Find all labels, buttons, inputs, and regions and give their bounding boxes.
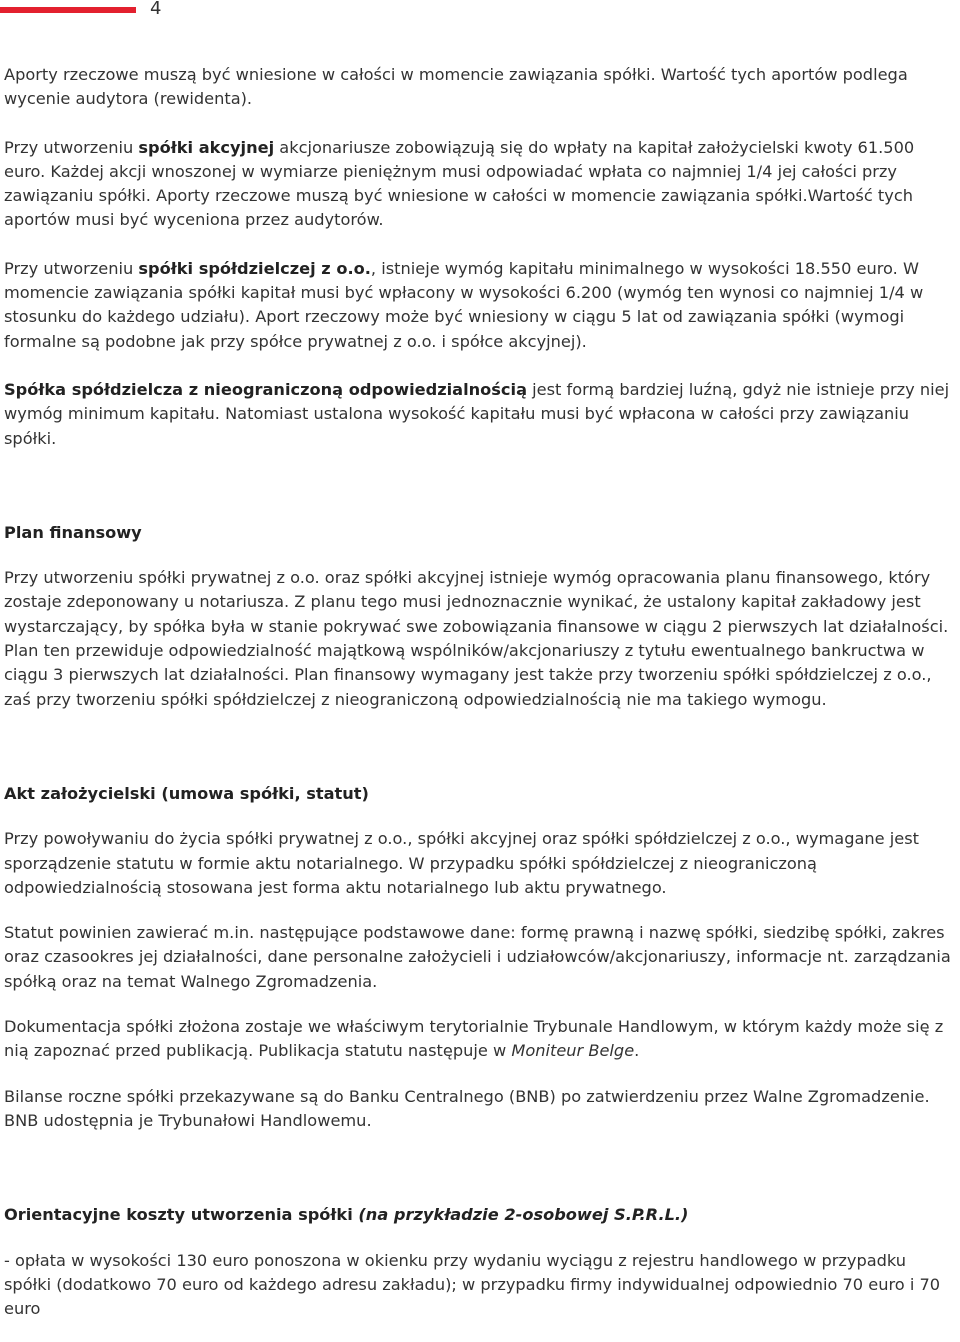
text-run: Dokumentacja spółki złożona zostaje we właściwym terytorialnie Trybunale Handlowym, w którym każdy może się z nią zapoznać przed publikacją. Publikacja statutu następuje w	[4, 1017, 944, 1061]
heading-akt-zalozycielski: Akt założycielski (umowa spółki, statut)	[4, 783, 369, 803]
heading-koszty	[4, 1203, 958, 1227]
paragraph-bilanse: Bilanse roczne spółki przekazywane są do Banku Centralnego (BNB) po zatwierdzeniu przez Walne Zgromadzenie. BNB udostępnia je Trybunałowi Handlowemu.	[4, 1086, 930, 1130]
text-run: Przy utworzeniu	[4, 137, 139, 157]
text-run: jest formą bardziej luźną, gdyż nie istnieje przy niej wymóg minimum kapitału. Natomiast ustalona wysokość kapitału musi być wpłacona w całości przy zawiązaniu spółki.	[4, 379, 950, 448]
paragraph-dokumentacja	[4, 1015, 958, 1064]
paragraph-oplata: - opłata w wysokości 130 euro ponoszona w okienku przy wydaniu wyciągu z rejestru handlowego w przypadku spółki (dodatkowo 70 euro od każdego adresu zakładu); w przypadku firmy indywidualnej odpowiednio 70 euro i 70 euro	[4, 1250, 941, 1319]
header-accent-bar	[0, 7, 136, 13]
heading-text: Orientacyjne koszty utworzenia spółki	[4, 1205, 359, 1225]
text-run: Przy utworzeniu	[4, 258, 139, 278]
heading-italic-text: (na przykładzie 2-osobowej S.P.R.L.)	[358, 1205, 689, 1225]
bold-term: Spółka spółdzielcza z nieograniczoną odpowiedzialnością	[4, 379, 528, 399]
document-body	[4, 63, 958, 1321]
paragraph-spolka-akcyjna	[4, 136, 958, 233]
paragraph-aporty: Aporty rzeczowe muszą być wniesione w całości w momencie zawiązania spółki. Wartość tych aportów podlega wycenie audytora (rewidenta).	[4, 65, 908, 109]
paragraph-plan-finansowy: Przy utworzeniu spółki prywatnej z o.o. oraz spółki akcyjnej istnieje wymóg opracowania planu finansowego, który zostaje zdeponowany u notariusza. Z planu tego musi jednoznacznie wynikać, że ustalony kapitał zakładowy jest wystarczający, by spółka była w stanie pokrywać swe zobowiązania finansowe w ciągu 2 pierwszych lat działalności. Plan ten przewiduje odpowiedzialność majątkową wspólników/akcjonariuszy z tytułu ewentualnego bankructwa w ciągu 3 pierwszych lat działalności. Plan finansowy wymagany jest także przy tworzeniu spółki spółdzielczej z o.o., zaś przy tworzeniu spółki spółdzielczej z nieograniczoną odpowiedzialnością nie ma takiego wymogu.	[4, 568, 949, 709]
text-run: .	[634, 1041, 640, 1061]
paragraph-nieograniczona	[4, 378, 958, 451]
paragraph-spolka-spoldzielcza	[4, 257, 958, 354]
bold-term: spółki spółdzielczej z o.o.	[138, 258, 371, 278]
paragraph-statut-forma: Przy powoływaniu do życia spółki prywatnej z o.o., spółki akcyjnej oraz spółki spółdzielczej z o.o., wymagane jest sporządzenie statutu w formie aktu notarialnego. W przypadku spółki spółdzielczej z nieograniczoną odpowiedzialnością stosowana jest forma aktu notarialnego lub aktu prywatnego.	[4, 829, 920, 897]
italic-term: Moniteur Belge	[511, 1041, 635, 1061]
text-run: , istnieje wymóg kapitału minimalnego w wysokości 18.550 euro. W momencie zawiązania spółki kapitał musi być wpłacony w wysokości 6.200 (wymóg ten wynosi co najmniej 1/4 w stosunku do każdego udziału). Aport rzeczowy może być wniesiony w ciągu 5 lat od zawiązania spółki (wymogi formalne są podobne jak przy spółce prywatnej z o.o. i spółce akcyjnej).	[4, 258, 924, 351]
paragraph-statut-dane: Statut powinien zawierać m.in. następujące podstawowe dane: formę prawną i nazwę spółki, siedzibę spółki, zakres oraz czasookres jej działalności, dane personalne założycieli i udziałowców/akcjonariuszy, informacje nt. zarządzania spółką oraz na temat Walnego Zgromadzenia.	[4, 923, 951, 991]
text-run: akcjonariusze zobowiązują się do wpłaty na kapitał założycielski kwoty 61.500 euro. Każdej akcji wnoszonej w wymiarze pieniężnym musi odpowiadać wpłata co najmniej 1/4 jej całości przy zawiązaniu spółki. Aporty rzeczowe muszą być wniesione w całości w momencie zawiązania spółki.Wartość tych aportów musi być wyceniona przez audytorów.	[4, 137, 915, 230]
page-number: 4	[150, 0, 162, 19]
heading-plan-finansowy: Plan finansowy	[4, 522, 142, 542]
bold-term: spółki akcyjnej	[138, 137, 275, 157]
